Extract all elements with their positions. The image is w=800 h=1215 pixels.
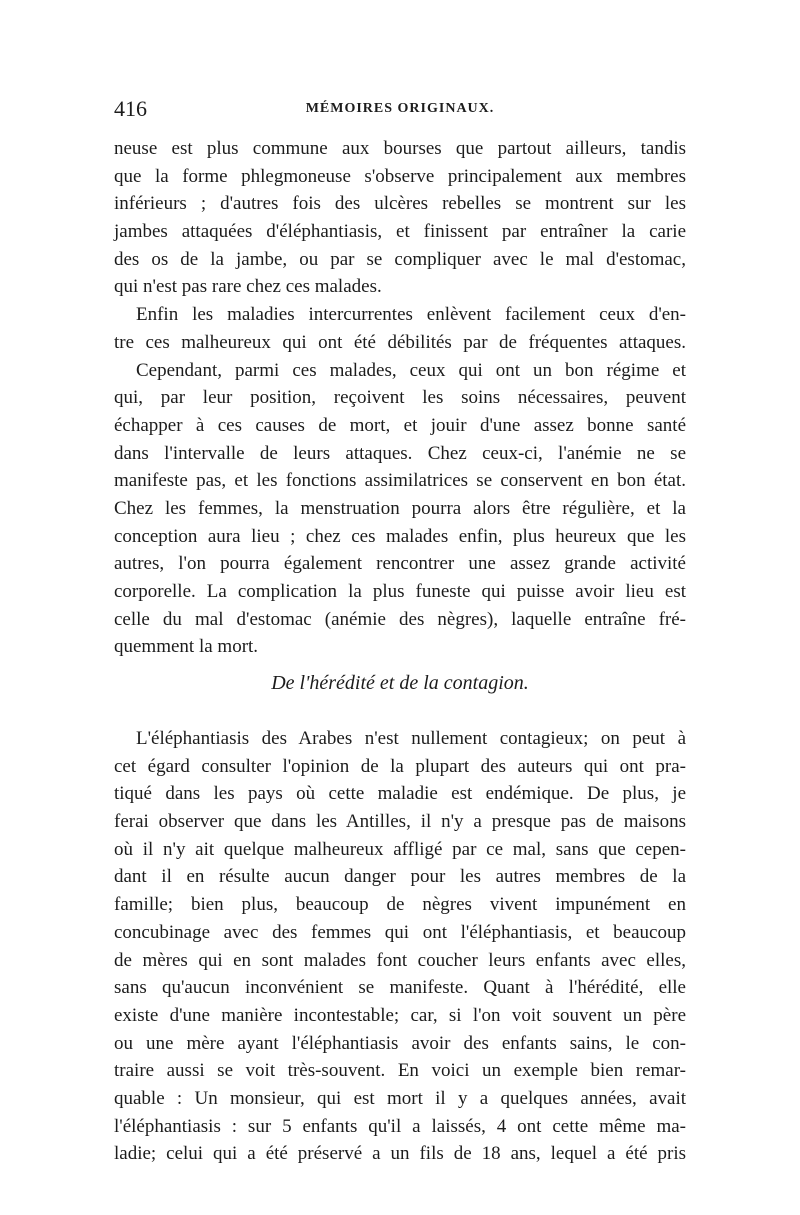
text-line: qui n'est pas rare chez ces malades. [114, 276, 382, 298]
text-line: l'éléphantiasis : sur 5 enfants qu'il a laissés, 4 ont cette même ma- [114, 1115, 686, 1137]
text-line: existe d'une manière incontestable; car, si l'on voit souvent un père [114, 1004, 686, 1026]
text-line: jambes attaquées d'éléphantiasis, et finissent par entraîner la carie [114, 221, 686, 243]
text-line: neuse est plus commune aux bourses que partout ailleurs, tandis [114, 138, 686, 159]
body-text-bottom [114, 725, 686, 1168]
text-line: qui, par leur position, reçoivent les soins nécessaires, peuvent [114, 387, 686, 409]
text-line: ou une mère ayant l'éléphantiasis avoir des enfants sains, le con- [114, 1032, 686, 1054]
text-line: concubinage avec des femmes qui ont l'éléphantiasis, et beaucoup [114, 921, 686, 943]
text-line: ladie; celui qui a été préservé a un fils de 18 ans, lequel a été pris [114, 1143, 686, 1165]
text-line: conception aura lieu ; chez ces malades enfin, plus heureux que les [114, 525, 686, 547]
text-line: sans qu'aucun inconvénient se manifeste. Quant à l'hérédité, elle [114, 977, 686, 999]
text-line: Enfin les maladies intercurrentes enlèvent facilement ceux d'en- [136, 304, 686, 326]
text-line: traire aussi se voit très-souvent. En voici un exemple bien remar- [114, 1060, 686, 1082]
text-line: quable : Un monsieur, qui est mort il y a quelques années, avait [114, 1087, 686, 1109]
text-line: cet égard consulter l'opinion de la plupart des auteurs qui ont pra- [114, 755, 686, 777]
text-line: famille; bien plus, beaucoup de nègres vivent impunément en [114, 894, 686, 916]
text-line: quemment la mort. [114, 636, 259, 658]
text-line: tiqué dans les pays où cette maladie est endémique. De plus, je [114, 783, 686, 805]
text-line: échapper à ces causes de mort, et jouir d'une assez bonne santé [114, 414, 686, 436]
text-line: de mères qui en sont malades font coucher leurs enfants avec elles, [114, 949, 686, 971]
text-line: inférieurs ; d'autres fois des ulcères rebelles se montrent sur les [114, 193, 686, 215]
text-line: tre ces malheureux qui ont été débilités par de fréquentes attaques. [114, 331, 686, 353]
page-header [114, 96, 686, 124]
text-line: que la forme phlegmoneuse s'observe principalement aux membres [114, 165, 686, 187]
text-line: celle du mal d'estomac (anémie des nègres), laquelle entraîne fré- [114, 608, 686, 630]
text-line: corporelle. La complication la plus funeste qui puisse avoir lieu est [114, 581, 686, 602]
text-line: Chez les femmes, la menstruation pourra alors être régulière, et la [114, 497, 686, 519]
body-text-top [114, 135, 686, 661]
text-line: où il n'y ait quelque malheureux affligé par ce mal, sans que cepen- [114, 838, 686, 860]
running-head: MÉMOIRES ORIGINAUX. [305, 101, 495, 116]
text-line: L'éléphantiasis des Arabes n'est nullement contagieux; on peut à [136, 728, 686, 749]
text-line: Cependant, parmi ces malades, ceux qui ont un bon régime et [136, 359, 686, 381]
text-line: manifeste pas, et les fonctions assimilatrices se conservent en bon état. [114, 470, 686, 492]
text-line: dans l'intervalle de leurs attaques. Chez ceux-ci, l'anémie ne se [114, 442, 686, 464]
page-number: 416 [114, 96, 147, 121]
section-title: De l'hérédité et de la contagion. [271, 672, 529, 694]
text-line: dant il en résulte aucun danger pour les autres membres de la [114, 866, 686, 888]
text-line: des os de la jambe, ou par se compliquer avec le mal d'estomac, [114, 248, 686, 270]
text-line: autres, l'on pourra également rencontrer une assez grande activité [114, 553, 686, 575]
text-line: ferai observer que dans les Antilles, il n'y a presque pas de maisons [114, 811, 686, 833]
